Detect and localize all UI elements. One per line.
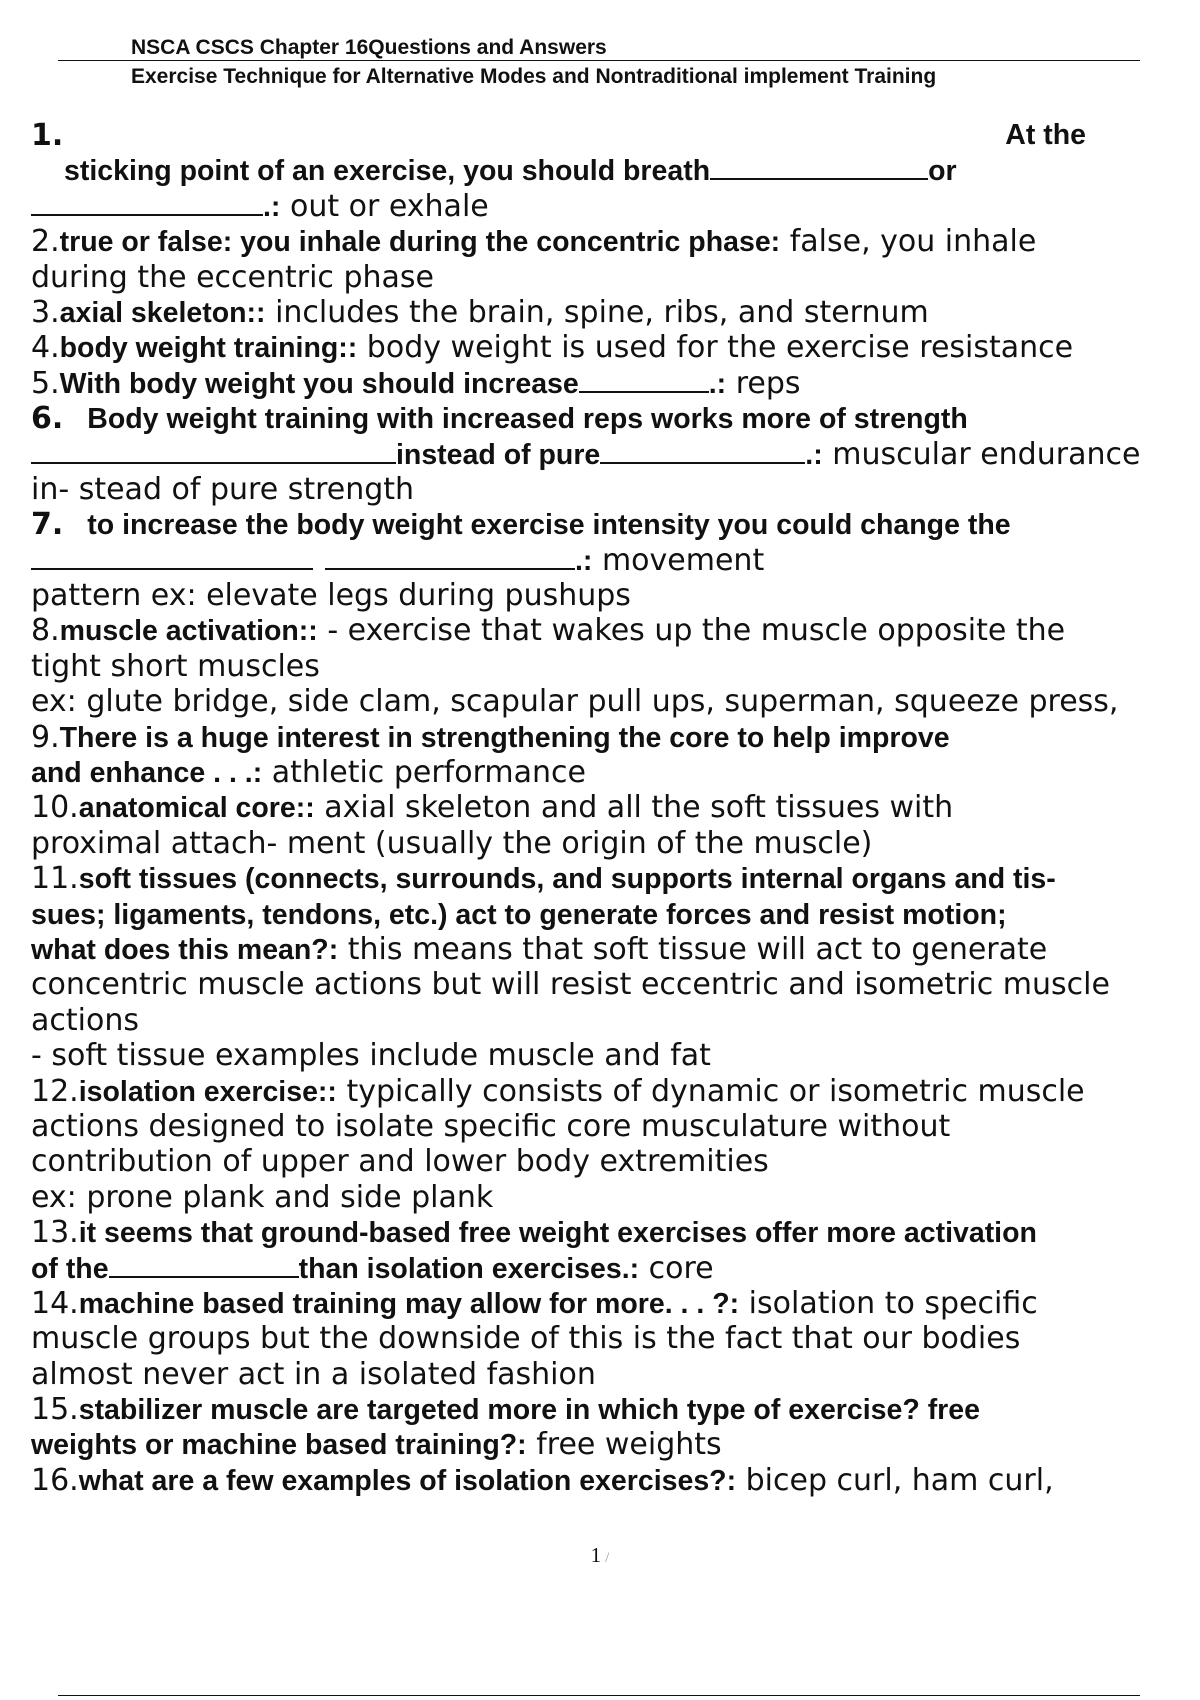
answer-text: - exercise that wakes up the muscle opposite the [317, 613, 1066, 649]
answer-text: proximal attach- ment (usually the origin of the muscle) [31, 825, 873, 861]
answer-blank [579, 367, 709, 393]
question-text: machine based training may allow for more. . . ?: [78, 1287, 740, 1320]
answer-text: athletic performance [262, 755, 586, 791]
answer-blank [31, 190, 263, 216]
answer-text: concentric muscle actions but will resist eccentric and isometric muscle [31, 967, 1110, 1003]
question-text: sticking point of an exercise, you should breath [64, 155, 711, 188]
question-text: isolation exercise:: [78, 1075, 337, 1108]
list-item [31, 507, 1200, 542]
item-number: 5. [31, 365, 60, 401]
list-item [31, 1463, 1200, 1498]
answer-text: muscle groups but the downside of this is the fact that our bodies [31, 1321, 1021, 1357]
question-text: to increase the body weight exercise intensity you could change the [87, 509, 1011, 542]
list-item-line [31, 1427, 1200, 1462]
question-text: sues; ligaments, tendons, etc.) act to generate forces and resist motion; [31, 898, 1007, 931]
answer-text: core [639, 1250, 714, 1286]
answer-text: - soft tissue examples include muscle and fat [31, 1038, 711, 1074]
question-text: what does this mean?: [31, 933, 339, 966]
list-item-line [31, 543, 1200, 578]
answer-text: tight short muscles [31, 648, 320, 684]
item-number: 11. [31, 861, 79, 897]
item-number: 4. [31, 330, 60, 366]
list-item [31, 1392, 1200, 1427]
item-number: 13. [31, 1215, 79, 1251]
list-item [31, 366, 1200, 401]
answer-text: out or exhale [289, 188, 489, 224]
question-text: axial skeleton:: [59, 296, 266, 329]
answer-text: almost never act in a isolated fashion [31, 1356, 596, 1392]
item-number: 8. [31, 613, 60, 649]
answer-text: ex: prone plank and side plank [31, 1179, 494, 1215]
list-item-line [31, 649, 1200, 684]
list-item [31, 401, 1200, 436]
question-text: weights or machine based training?: [31, 1429, 527, 1462]
question-text: .: [805, 438, 823, 471]
question-text: anatomical core:: [78, 792, 315, 825]
list-item [31, 330, 1200, 365]
question-text: soft tissues (connects, surrounds, and supports internal organs and tis- [78, 863, 1056, 896]
question-text: There is a huge interest in strengthening the core to help improve [59, 721, 950, 754]
list-item-line [31, 932, 1200, 967]
list-item-line [31, 260, 1200, 295]
list-item-line [31, 897, 1200, 932]
question-text: of the [31, 1252, 109, 1285]
item-number: 6. [31, 401, 64, 437]
document-title [58, 36, 1140, 61]
answer-blank [109, 1252, 299, 1278]
list-item [31, 118, 1086, 153]
answer-text: false, you inhale [780, 224, 1037, 260]
question-text: With body weight you should increase [59, 367, 579, 400]
question-text: .: [263, 190, 281, 223]
answer-text: in- stead of pure strength [31, 471, 415, 507]
list-item-line [31, 437, 1200, 472]
page-number-suffix: / [605, 1550, 610, 1566]
list-item [31, 861, 1200, 896]
item-number: 10. [31, 790, 79, 826]
item-number: 9. [31, 719, 60, 755]
answer-text: axial skeleton and all the soft tissues with [314, 790, 954, 826]
list-item-line [31, 1321, 1200, 1356]
answer-text: actions [31, 1002, 139, 1038]
question-text: At the [1005, 119, 1086, 151]
item-number: 7. [31, 507, 64, 543]
answer-text: contribution of upper and lower body extremities [31, 1144, 769, 1180]
document-subtitle: Exercise Technique for Alternative Modes and Nontraditional implement Training [131, 65, 937, 88]
answer-blank [710, 154, 928, 180]
answer-text: muscular endurance [822, 436, 1141, 472]
question-text: and enhance . . .: [31, 757, 263, 790]
page-number-value: 1 [590, 1543, 602, 1567]
list-item [31, 790, 1200, 825]
list-item-line [31, 1357, 1200, 1392]
question-text: .: [708, 367, 727, 400]
list-item-line [31, 1038, 1200, 1073]
question-text: it seems that ground-based free weight exercises offer more activation [78, 1217, 1037, 1250]
list-item-line [31, 1109, 1200, 1144]
answer-text: pattern ex: elevate legs during pushups [31, 578, 631, 614]
item-number: 3. [31, 294, 60, 330]
question-text: body weight training:: [59, 332, 358, 365]
answer-text: typically consists of dynamic or isometric muscle [336, 1073, 1085, 1109]
list-item-line [31, 189, 1200, 224]
list-item-line [31, 472, 1200, 507]
answer-blank [600, 438, 805, 464]
answer-text: reps [726, 365, 801, 401]
list-item-line [31, 1180, 1200, 1215]
item-number: 15. [31, 1392, 79, 1428]
list-item-line [31, 684, 1200, 719]
answer-blank [31, 544, 313, 570]
answer-text: ex: glute bridge, side clam, scapular pull ups, superman, squeeze press, [31, 684, 1119, 720]
page-number [0, 1543, 1200, 1568]
answer-blank [325, 544, 575, 570]
footer-divider [58, 1695, 1140, 1696]
list-item [31, 720, 1200, 755]
list-item [31, 1215, 1200, 1250]
question-text: Body weight training with increased reps works more of strength [87, 403, 968, 436]
list-item-line [31, 967, 1200, 1002]
question-text: muscle activation:: [59, 615, 318, 648]
list-item [31, 613, 1200, 648]
question-text: instead of pure [396, 438, 601, 471]
list-item-line [31, 1144, 1200, 1179]
question-text: or [928, 155, 957, 188]
document-title-text: NSCA CSCS Chapter 16Questions and Answers [131, 36, 607, 59]
answer-text: body weight is used for the exercise resistance [357, 330, 1074, 366]
list-item-line [31, 826, 1200, 861]
answer-text: bicep curl, ham curl, [736, 1462, 1054, 1498]
question-text: what are a few examples of isolation exercises?: [78, 1464, 737, 1497]
list-item-line [31, 755, 1200, 790]
list-item-line [31, 578, 1200, 613]
item-number: 16. [31, 1462, 79, 1498]
answer-text: includes the brain, spine, ribs, and sternum [265, 294, 929, 330]
item-number: 2. [31, 224, 60, 260]
qa-list [31, 118, 1200, 1498]
list-item [31, 295, 1200, 330]
question-text: .: [575, 544, 593, 577]
item-number: 14. [31, 1285, 79, 1321]
answer-text: this means that soft tissue will act to generate [338, 931, 1048, 967]
answer-text: during the eccentric phase [31, 259, 434, 295]
list-item [31, 1074, 1200, 1109]
list-item-line [31, 1003, 1200, 1038]
answer-text: isolation to specific [739, 1285, 1038, 1321]
answer-text: free weights [526, 1427, 722, 1463]
list-item-line [31, 1251, 1200, 1286]
answer-blank [31, 438, 396, 464]
question-text: stabilizer muscle are targeted more in which type of exercise? free [78, 1394, 980, 1427]
list-item [31, 1286, 1200, 1321]
list-item [31, 224, 1200, 259]
item-number: 12. [31, 1073, 79, 1109]
answer-text: movement [592, 542, 765, 578]
item-number: 1. [31, 118, 64, 153]
list-item-line [31, 153, 1200, 188]
answer-text: actions designed to isolate specific core musculature without [31, 1108, 951, 1144]
question-text: than isolation exercises.: [298, 1252, 640, 1285]
question-text: true or false: you inhale during the concentric phase: [59, 226, 781, 259]
